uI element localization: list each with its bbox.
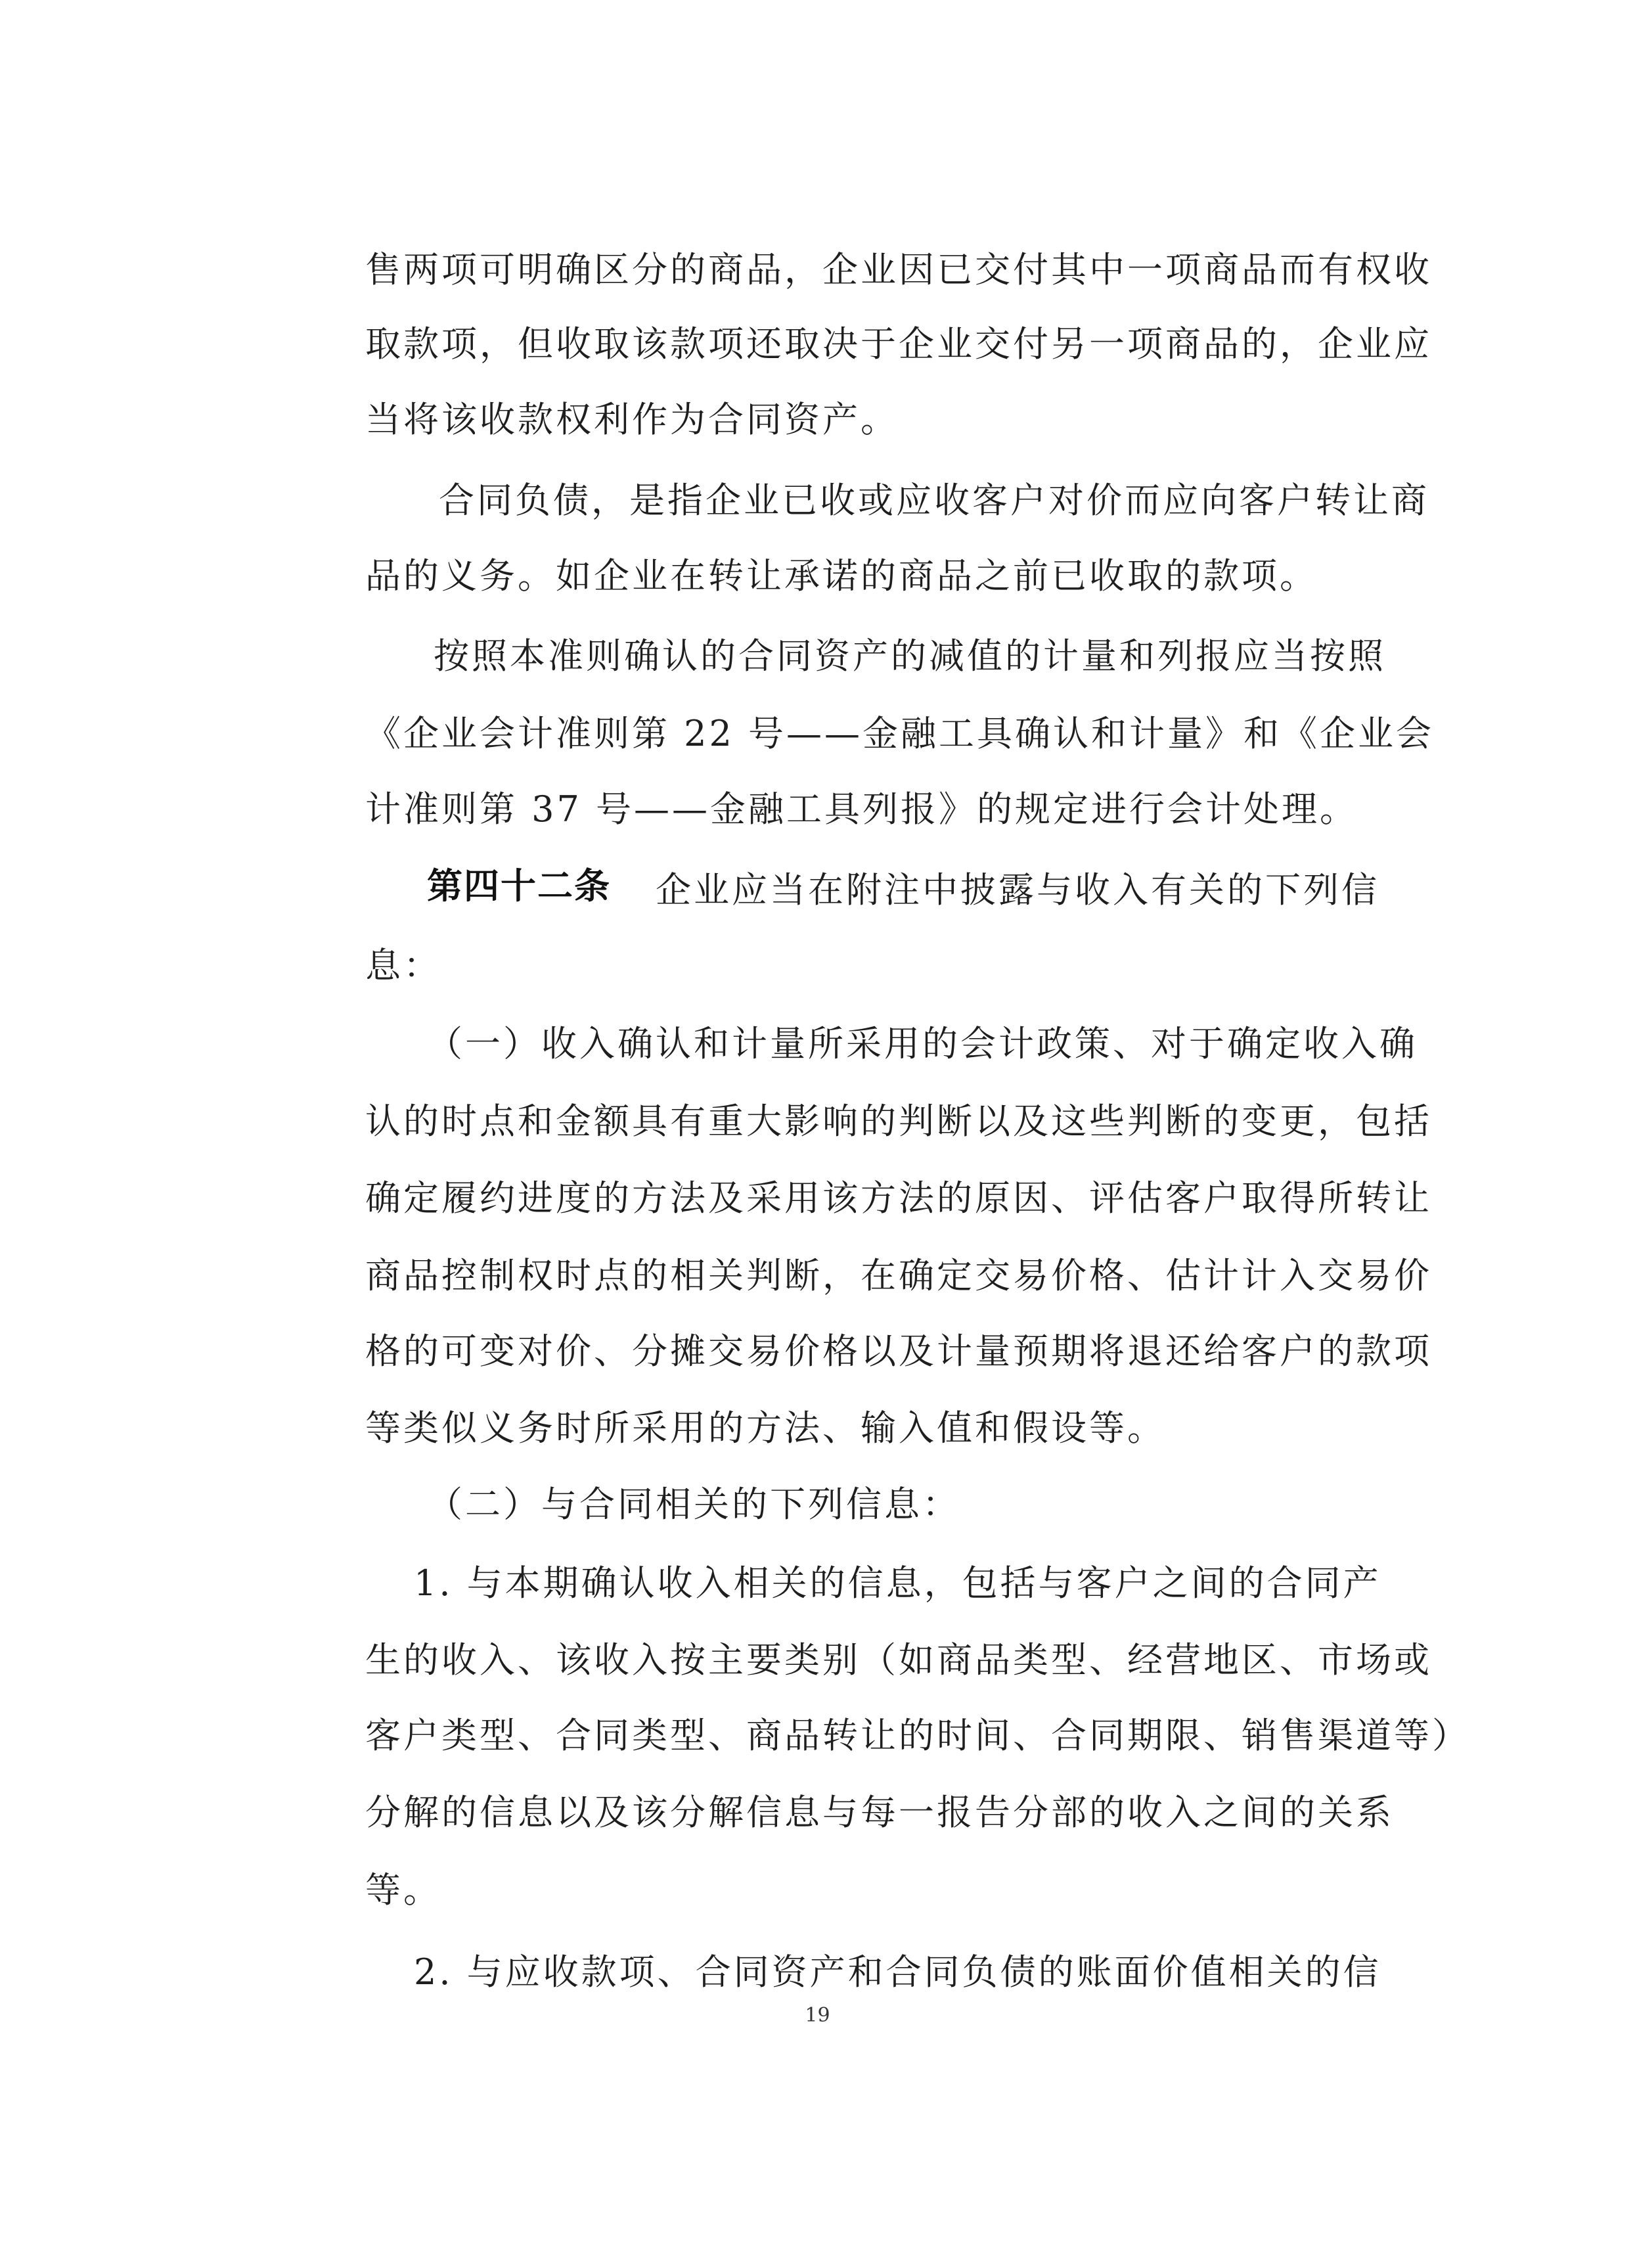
text-line: 按照本准则确认的合同资产的减值的计量和列报应当按照 (434, 635, 1386, 677)
text-line: 客户类型、合同类型、商品转让的时间、合同期限、销售渠道等） (365, 1715, 1470, 1756)
article-heading: 第四十二条 (427, 865, 611, 907)
text-line: 1. 与本期确认收入相关的信息，包括与客户之间的合同产 (414, 1562, 1381, 1604)
text-line: 分解的信息以及该分解信息与每一报告分部的收入之间的关系 (365, 1792, 1394, 1833)
text-line: 息： (365, 945, 441, 986)
text-line: 等类似义务时所采用的方法、输入值和假设等。 (365, 1407, 1165, 1449)
text-line: 2. 与应收款项、合同资产和合同负债的账面价值相关的信 (414, 1951, 1381, 1993)
text-line: 等。 (365, 1869, 441, 1911)
text-line: （二）与合同相关的下列信息： (427, 1484, 960, 1525)
page-number: 19 (805, 2004, 830, 2027)
text-line: 当将该收款权利作为合同资产。 (365, 399, 899, 440)
text-line: 合同负债，是指企业已收或应收客户对价而应向客户转让商 (439, 480, 1429, 521)
text-line: 计准则第 37 号——金融工具列报》的规定进行会计处理。 (365, 788, 1358, 830)
text-line: 《企业会计准则第 22 号——金融工具确认和计量》和《企业会 (365, 713, 1435, 754)
text-line: 品的义务。如企业在转让承诺的商品之前已收取的款项。 (365, 555, 1318, 597)
text-line: 认的时点和金额具有重大影响的判断以及这些判断的变更，包括 (365, 1100, 1432, 1142)
text-line: 企业应当在附注中披露与收入有关的下列信 (656, 869, 1379, 911)
text-line: 商品控制权时点的相关判断，在确定交易价格、估计计入交易价 (365, 1255, 1432, 1296)
text-line: 售两项可明确区分的商品，企业因已交付其中一项商品而有权收 (365, 249, 1432, 290)
text-line: 确定履约进度的方法及采用该方法的原因、评估客户取得所转让 (365, 1177, 1432, 1219)
text-line: 取款项，但收取该款项还取决于企业交付另一项商品的，企业应 (365, 323, 1432, 365)
text-line: 生的收入、该收入按主要类别（如商品类型、经营地区、市场或 (365, 1639, 1432, 1681)
text-line: （一）收入确认和计量所采用的会计政策、对于确定收入确 (427, 1023, 1418, 1064)
text-line: 格的可变对价、分摊交易价格以及计量预期将退还给客户的款项 (365, 1330, 1432, 1372)
